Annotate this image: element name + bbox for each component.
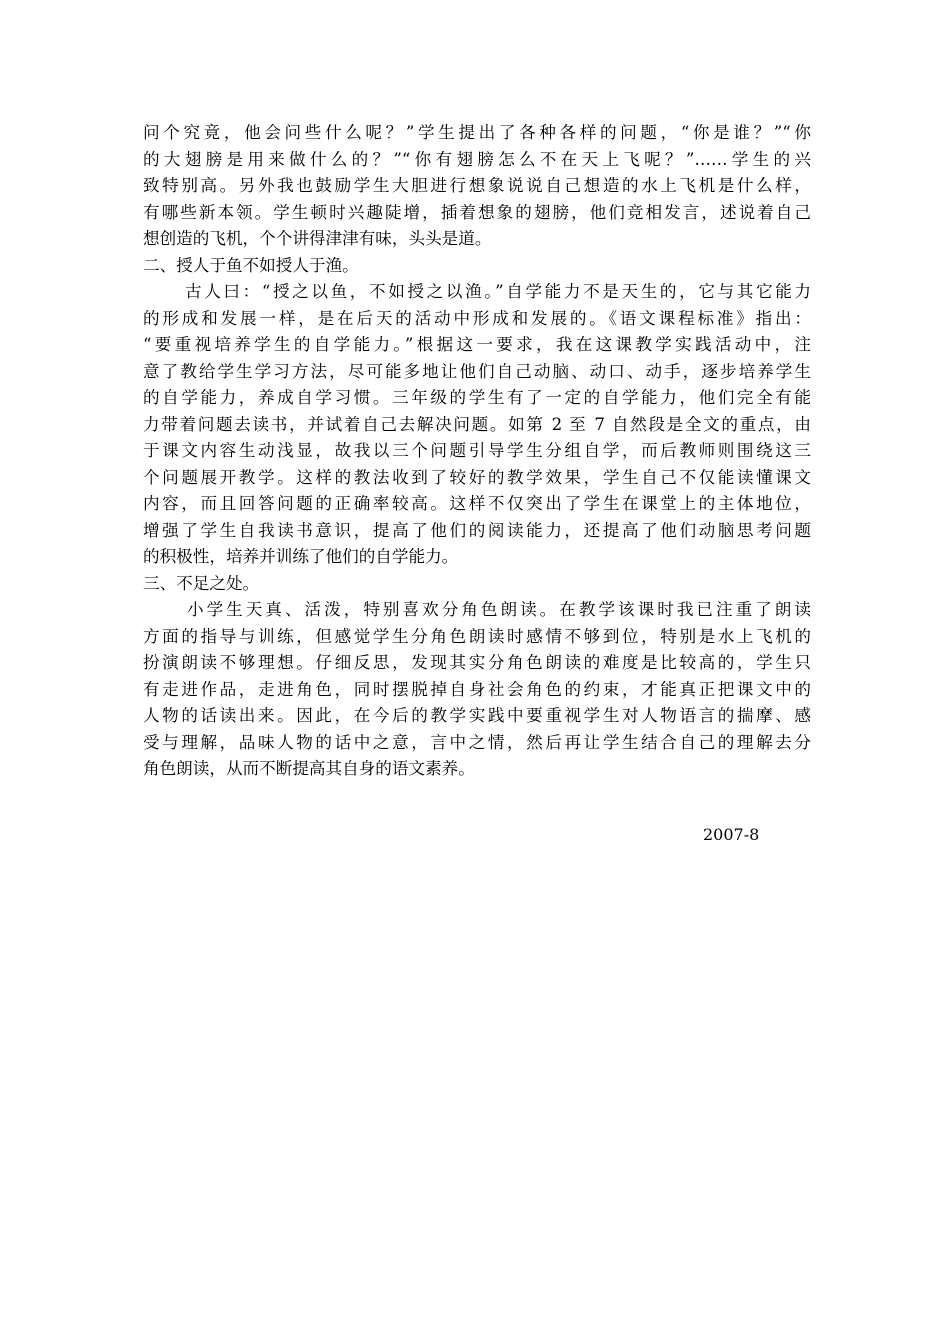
text-line: 方面的指导与训练，但感觉学生分角色朗读时感情不够到位，特别是水上飞机的 — [143, 626, 811, 646]
paragraph-self-study — [143, 279, 811, 571]
text-line: 小学生天真、活泼，特别喜欢分角色朗读。在教学该课时我已注重了朗读 — [187, 600, 811, 619]
text-line: 人物的话读出来。因此，在今后的教学实践中要重视学生对人物语言的揣摩、感 — [143, 706, 811, 725]
text-line: 想创造的飞机，个个讲得津津有味，头头是道。 — [143, 229, 492, 248]
text-line: 的形成和发展一样，是在后天的活动中形成和发展的。《语文课程标准》指出： — [143, 308, 811, 328]
text-line: 有哪些新本领。学生顿时兴趣陡增，插着想象的翅膀，他们竞相发言，述说着自己 — [143, 202, 811, 222]
text-line: 个问题展开教学。这样的教法收到了较好的教学效果，学生自己不仅能读懂课文 — [143, 467, 811, 487]
text-line: 力带着问题去读书，并试着自己去解决问题。如第 2 至 7 自然段是全文的重点，由 — [143, 414, 811, 434]
text-line: 的积极性，培养并训练了他们的自学能力。 — [143, 547, 459, 566]
text-line: 扮演朗读不够理想。仔细反思，发现其实分角色朗读的难度是比较高的，学生只 — [143, 653, 811, 672]
text-line: 致特别高。另外我也鼓励学生大胆进行想象说说自己想造的水上飞机是什么样， — [143, 176, 811, 195]
document-body — [143, 120, 811, 783]
text-line: “要重视培养学生的自学能力。”根据这一要求，我在这课教学实践活动中，注 — [143, 335, 811, 354]
text-line: 问个究竟，他会问些什么呢？”学生提出了各种各样的问题，“你是谁？”“你 — [143, 123, 811, 142]
text-line: 受与理解，品味人物的话中之意，言中之情，然后再让学生结合自己的理解去分 — [143, 732, 811, 752]
text-line: 的大翅膀是用来做什么的？”“你有翅膀怎么不在天上飞呢？”……学生的兴 — [143, 149, 811, 169]
paragraph-continuation — [143, 120, 811, 253]
text-line: 内容，而且回答问题的正确率较高。这样不仅突出了学生在课堂上的主体地位， — [143, 494, 811, 513]
paragraph-shortcomings — [143, 597, 811, 783]
text-line: 意了教给学生学习方法，尽可能多地让他们自己动脑、动口、动手，逐步培养学生 — [143, 361, 811, 381]
text-line: 的自学能力，养成自学习惯。三年级的学生有了一定的自学能力，他们完全有能 — [143, 388, 811, 407]
document-date: 2007-8 — [703, 825, 760, 844]
text-line: 角色朗读，从而不断提高其自身的语文素养。 — [143, 759, 475, 778]
text-line: 有走进作品，走进角色，同时摆脱掉自身社会角色的约束，才能真正把课文中的 — [143, 679, 811, 699]
section-heading: 三、不足之处。 — [143, 573, 260, 593]
text-line: 古人曰：“授之以鱼，不如授之以渔。”自学能力不是天生的，它与其它能力 — [185, 282, 811, 301]
section-heading: 二、授人于鱼不如授人于渔。 — [143, 255, 359, 275]
text-line: 于课文内容生动浅显，故我以三个问题引导学生分组自学，而后教师则围绕这三 — [143, 441, 811, 460]
text-line: 增强了学生自我读书意识，提高了他们的阅读能力，还提高了他们动脑思考问题 — [143, 520, 811, 540]
